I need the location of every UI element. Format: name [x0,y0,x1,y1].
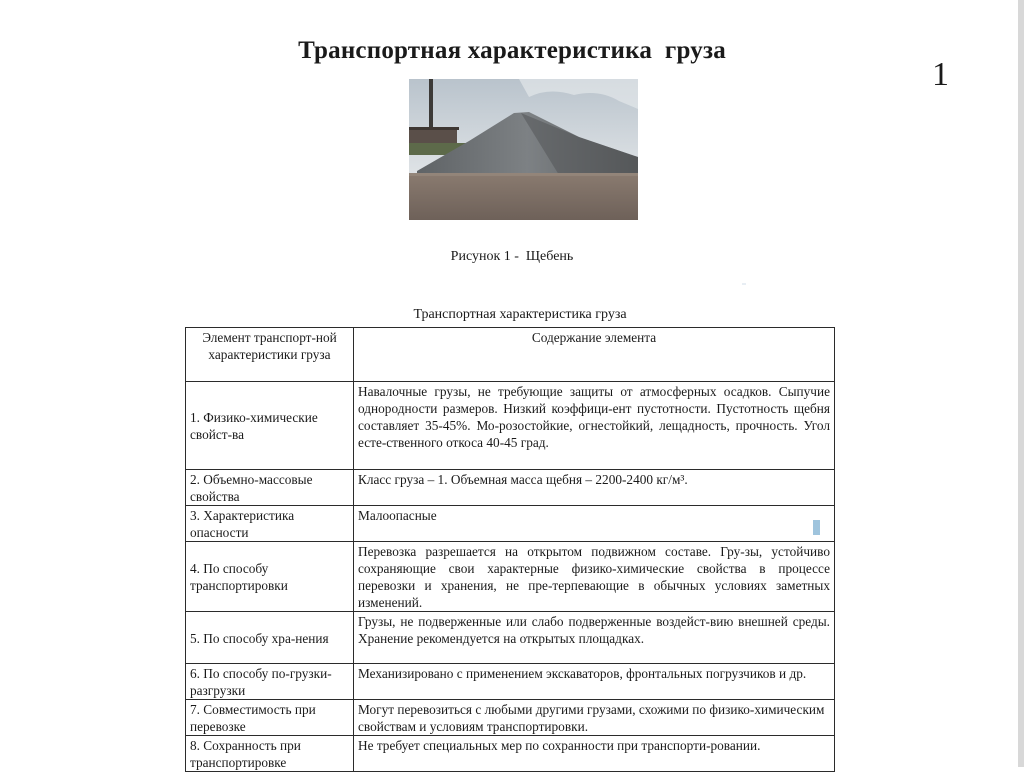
slide-title: Транспортная характеристика груза [298,37,726,64]
photo-road-edge [409,173,638,176]
table-row [186,382,835,470]
figure-caption: Рисунок 1 - Щебень [450,249,574,264]
row-content: Не требует специальных мер по сохранности при транспорти-ровании. [354,736,835,772]
table-header-row [186,328,835,382]
table-row [186,700,835,736]
row-content: Перевозка разрешается на открытом подвижном составе. Гру-зы, устойчиво сохраняющие свои характерные физико-химические свойства в процессе перевозки и хранения, не пре-терпевающие в обычных условиях заметных изменений. [354,542,835,612]
header-content: Содержание элемента [354,328,835,382]
row-content: Грузы, не подверженные или слабо подверженные воздейст-вию внешней среды. Хранение рекомендуется на открытых площадках. [354,612,835,664]
table-row [186,506,835,542]
row-element: 3. Характеристика опасности [186,506,354,542]
row-content: Механизировано с применением экскаваторов, фронтальных погрузчиков и др. [354,664,835,700]
photo-building [409,129,457,143]
row-element: 4. По способу транспортировки [186,542,354,612]
slide-number: 1 [932,56,949,93]
table-row [186,736,835,772]
slide-edge [1018,0,1024,767]
photo-ground [409,173,638,220]
row-element: 5. По способу хра-нения [186,612,354,664]
row-element: 6. По способу по-грузки-разгрузки [186,664,354,700]
table-row [186,542,835,612]
row-element: 8. Сохранность при транспортировке [186,736,354,772]
row-content: Класс груза – 1. Объемная масса щебня – 2200-2400 кг/м³. [354,470,835,506]
row-element: 7. Совместимость при перевозке [186,700,354,736]
table-row [186,664,835,700]
cargo-characteristics-table [185,327,835,772]
selection-marker [813,520,820,535]
row-element: 2. Объемно-массовые свойства [186,470,354,506]
table-title: Транспортная характеристика груза [413,307,627,322]
table-row [186,470,835,506]
table-row [186,612,835,664]
row-content: Малоопасные [354,506,835,542]
header-element: Элемент транспорт-ной характеристики груза [186,328,354,382]
row-content: Могут перевозиться с любыми другими грузами, схожими по физико-химическим свойствам и условиям транспортировки. [354,700,835,736]
photo-building-roof [409,127,459,130]
scan-artifact [742,283,746,285]
row-content: Навалочные грузы, не требующие защиты от атмосферных осадков. Сыпучие однородности размеров. Низкий коэффици-ент пустотности. Пустотность щебня составляет 35-45%. Мо-розостойкие, огнестойкий, лещадность, прочность. Угол есте-ственного откоса 40-45 град. [354,382,835,470]
gravel-pile-photo [409,79,638,220]
row-element: 1. Физико-химические свойст-ва [186,382,354,470]
